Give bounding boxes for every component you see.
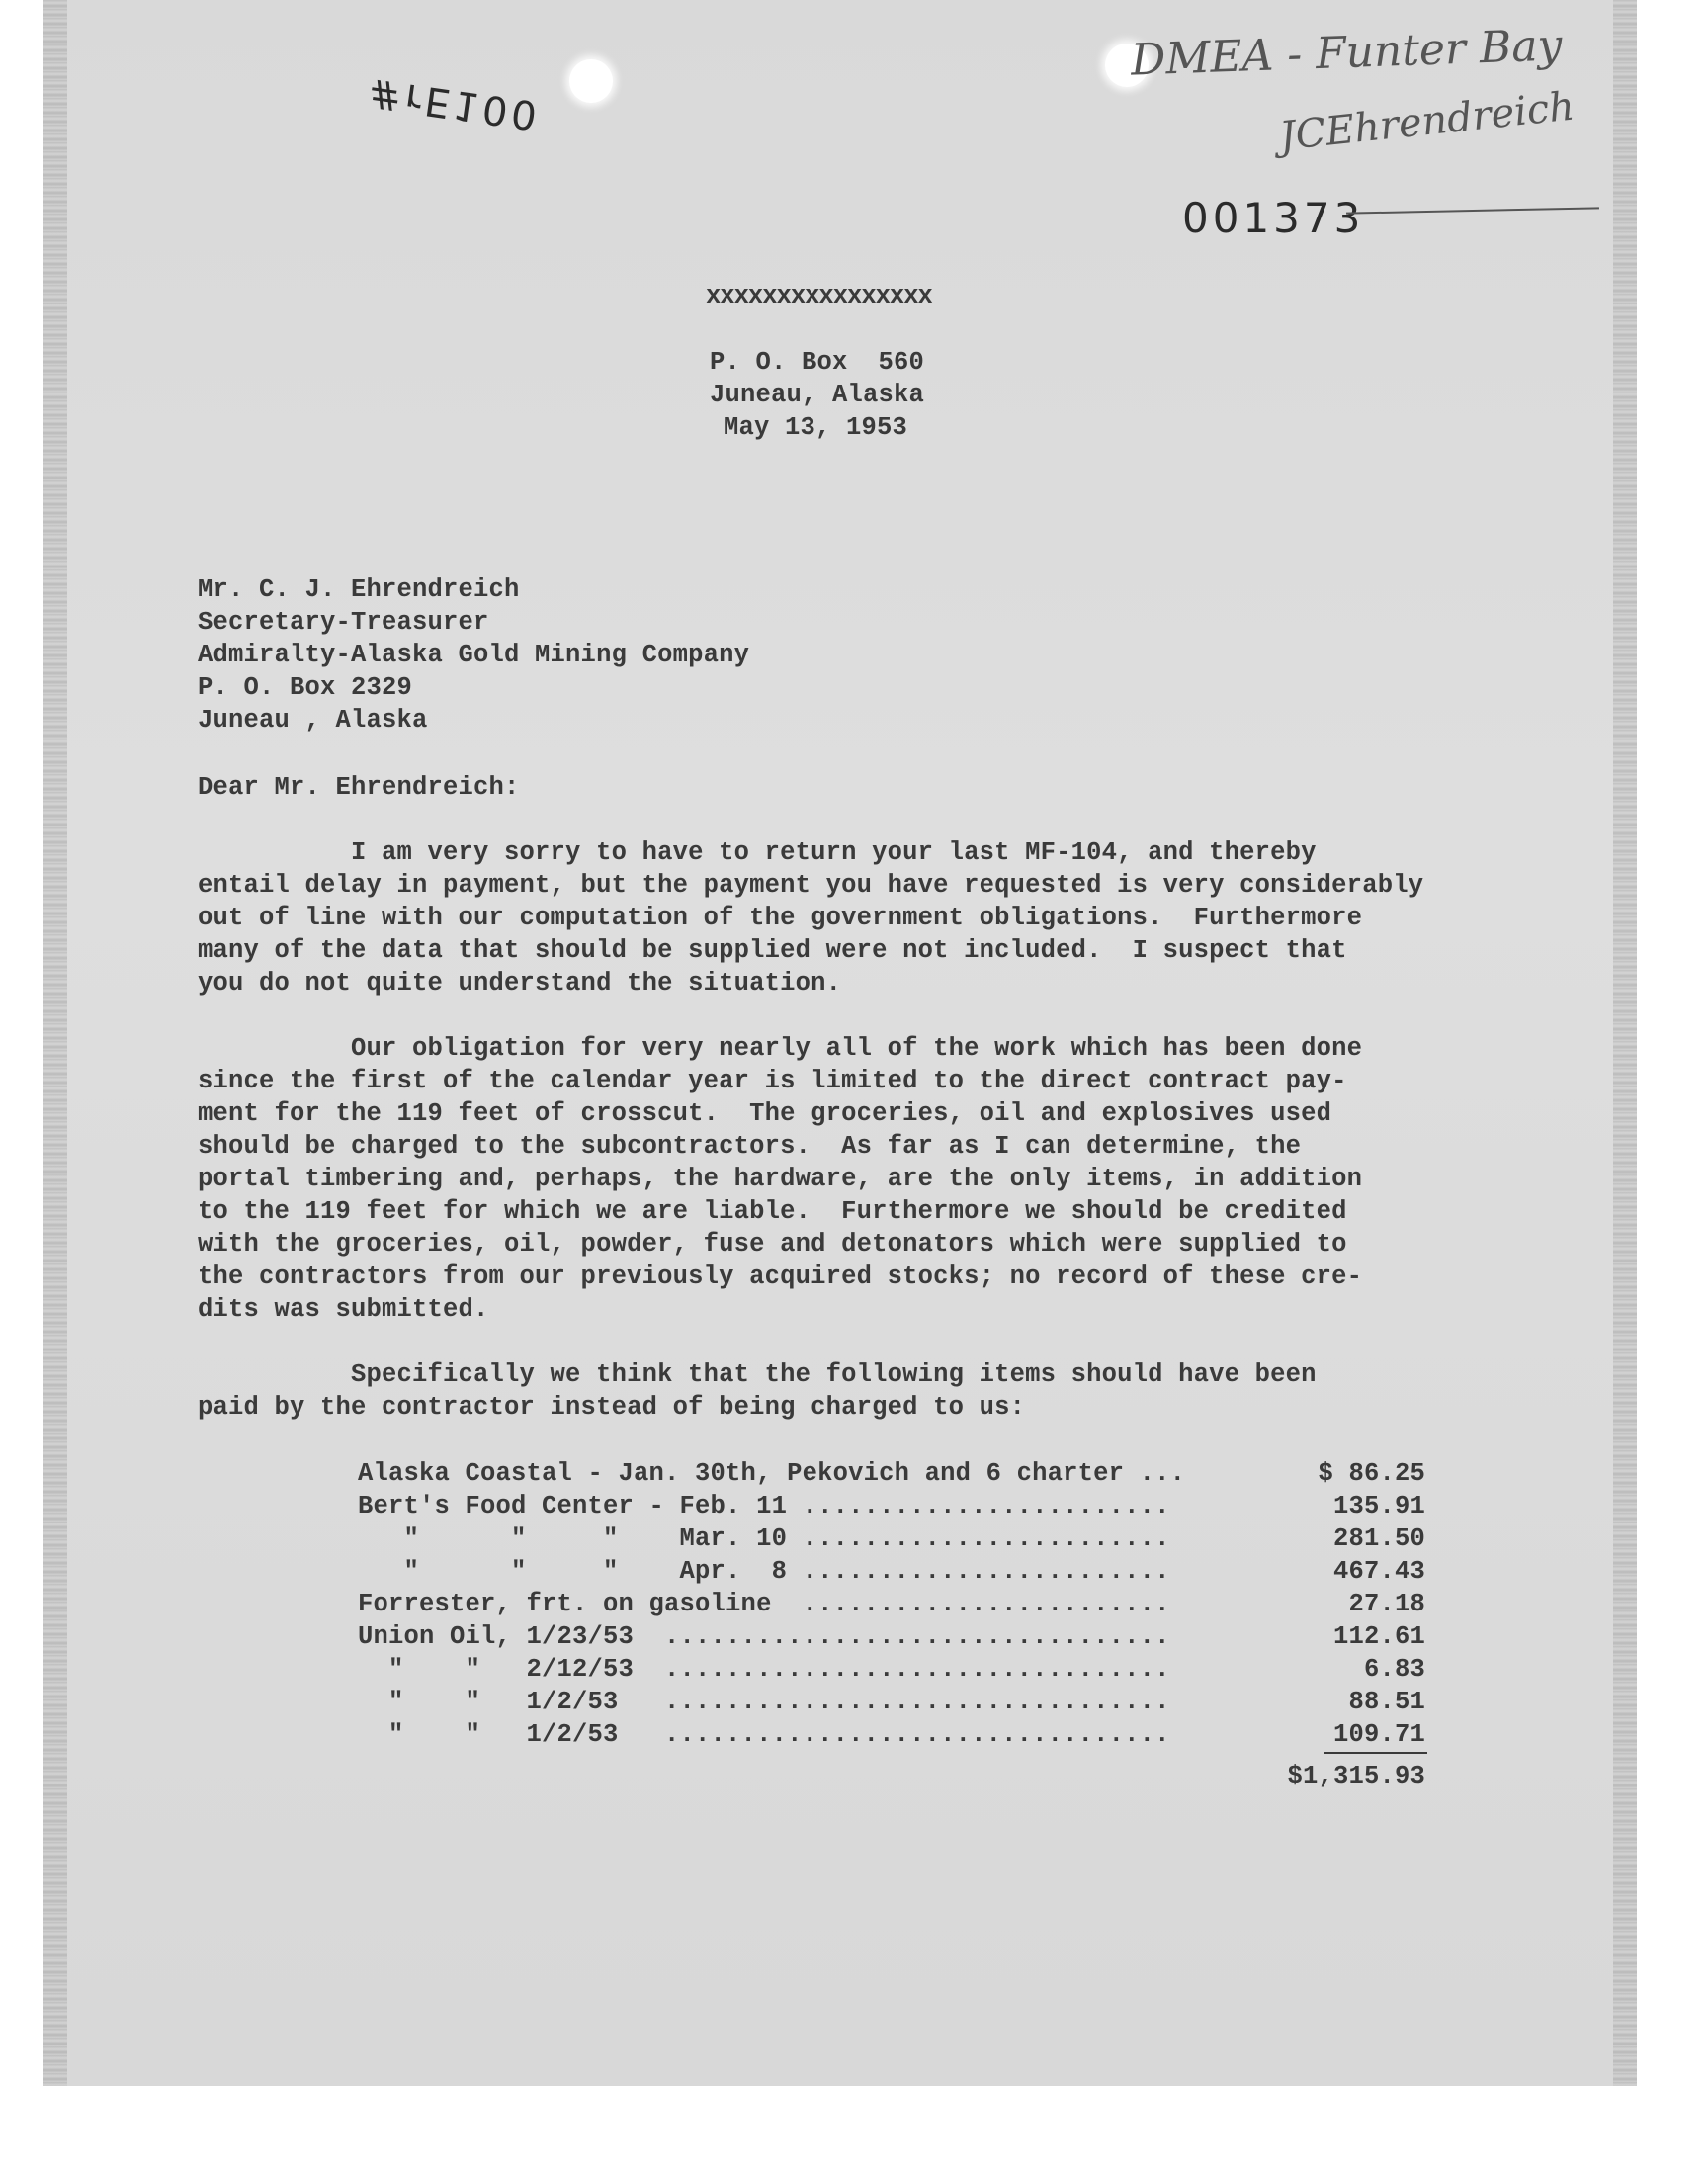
paragraph-line: Specifically we think that the following items should have been bbox=[198, 1360, 1317, 1389]
total-rule bbox=[1324, 1752, 1427, 1754]
scan-edge-left bbox=[43, 0, 67, 2086]
charge-label: " " 1/2/53 ................................. bbox=[358, 1720, 1170, 1749]
charge-label: Union Oil, 1/23/53 ................................. bbox=[358, 1622, 1170, 1651]
charge-row bbox=[358, 1588, 1425, 1621]
charge-amount: $ 86.25 bbox=[1318, 1459, 1425, 1488]
paragraph-line: the contractors from our previously acquired stocks; no record of these cre- bbox=[198, 1262, 1363, 1291]
letter-date: May 13, 1953 bbox=[724, 413, 908, 442]
sender-address-line1: P. O. Box 560 bbox=[710, 348, 925, 377]
recipient-title: Secretary-Treasurer bbox=[198, 608, 489, 637]
charge-row bbox=[358, 1620, 1425, 1654]
crossed-out-line: xxxxxxxxxxxxxxxx bbox=[706, 282, 932, 310]
scan-margin bbox=[0, 2086, 1708, 2175]
charge-amount: 467.43 bbox=[1332, 1557, 1425, 1586]
paragraph-line: paid by the contractor instead of being charged to us: bbox=[198, 1393, 1026, 1422]
charge-row bbox=[358, 1522, 1425, 1556]
paragraph-line: Our obligation for very nearly all of the work which has been done bbox=[198, 1034, 1363, 1063]
paragraph-line: to the 119 feet for which we are liable. Furthermore we should be credited bbox=[198, 1197, 1347, 1226]
recipient-box: P. O. Box 2329 bbox=[198, 673, 413, 702]
charge-amount: 6.83 bbox=[1363, 1655, 1425, 1684]
charge-row bbox=[358, 1457, 1425, 1491]
charge-label: " " 1/2/53 ................................. bbox=[358, 1688, 1170, 1716]
charge-amount: 88.51 bbox=[1348, 1688, 1425, 1716]
paragraph-line: entail delay in payment, but the payment you have requested is very considerably bbox=[198, 871, 1424, 900]
charge-row bbox=[358, 1555, 1425, 1589]
charge-label: " " 2/12/53 ................................. bbox=[358, 1655, 1170, 1684]
file-mark: #rE100 bbox=[365, 69, 544, 138]
handwritten-initials: JCEhrendreich bbox=[1277, 83, 1578, 160]
paragraph-line: you do not quite understand the situation. bbox=[198, 969, 842, 998]
charge-amount: 109.71 bbox=[1332, 1720, 1425, 1749]
charge-label: Alaska Coastal - Jan. 30th, Pekovich and 6 charter ... bbox=[358, 1459, 1186, 1488]
charge-amount: 112.61 bbox=[1332, 1622, 1425, 1651]
punch-hole-left bbox=[569, 59, 613, 103]
charge-row bbox=[358, 1718, 1425, 1752]
recipient-company: Admiralty-Alaska Gold Mining Company bbox=[198, 641, 750, 669]
charge-amount: 27.18 bbox=[1348, 1590, 1425, 1618]
paragraph-line: dits was submitted. bbox=[198, 1295, 489, 1324]
paragraph-line: ment for the 119 feet of crosscut. The groceries, oil and explosives used bbox=[198, 1099, 1332, 1128]
paragraph-line: portal timbering and, perhaps, the hardware, are the only items, in addition bbox=[198, 1165, 1363, 1193]
document-page bbox=[43, 0, 1637, 2086]
recipient-name: Mr. C. J. Ehrendreich bbox=[198, 575, 520, 604]
paragraph-line: with the groceries, oil, powder, fuse and detonators which were supplied to bbox=[198, 1230, 1347, 1259]
paragraph-line: out of line with our computation of the government obligations. Furthermore bbox=[198, 904, 1363, 932]
salutation: Dear Mr. Ehrendreich: bbox=[198, 773, 520, 802]
charge-row bbox=[358, 1490, 1425, 1523]
total-amount: $1,315.93 bbox=[1287, 1762, 1425, 1790]
charge-row bbox=[358, 1686, 1425, 1719]
paragraph-line: many of the data that should be supplied were not included. I suspect that bbox=[198, 936, 1347, 965]
paragraph-line: I am very sorry to have to return your last MF-104, and thereby bbox=[198, 838, 1317, 867]
handwritten-note: DMEA - Funter Bay bbox=[1130, 20, 1564, 86]
document-number-rule bbox=[1346, 207, 1599, 214]
scan-edge-right bbox=[1613, 0, 1637, 2086]
charge-label: Forrester, frt. on gasoline ........................ bbox=[358, 1590, 1170, 1618]
recipient-city: Juneau , Alaska bbox=[198, 706, 428, 735]
charge-row bbox=[358, 1653, 1425, 1687]
charge-label: " " " Mar. 10 ........................ bbox=[358, 1524, 1170, 1553]
charge-amount: 281.50 bbox=[1332, 1524, 1425, 1553]
charge-label: " " " Apr. 8 ........................ bbox=[358, 1557, 1170, 1586]
paragraph-line: since the first of the calendar year is limited to the direct contract pay- bbox=[198, 1067, 1347, 1095]
charge-label: Bert's Food Center - Feb. 11 ........................ bbox=[358, 1492, 1170, 1521]
sender-address-line2: Juneau, Alaska bbox=[710, 381, 925, 409]
total-row bbox=[358, 1760, 1425, 1793]
document-number-stamp: 001373 bbox=[1182, 194, 1365, 242]
charge-amount: 135.91 bbox=[1332, 1492, 1425, 1521]
paragraph-line: should be charged to the subcontractors. As far as I can determine, the bbox=[198, 1132, 1302, 1161]
